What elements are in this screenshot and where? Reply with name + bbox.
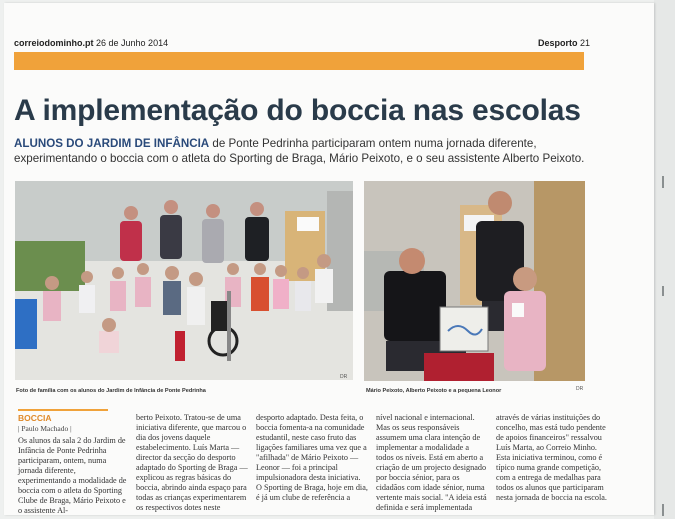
article-column-2: berto Peixoto. Tratou-se de uma iniciativa diferente, que marcou o dia dos jovens daquele estabelecimento. Luís Marta — director da secção do desporto adaptado do Sporting de Braga — explicou as regras básicas do boccia, abrindo ainda espaço para todas as crianças experimentarem os respectivos dotes neste	[136, 413, 248, 512]
site-name: correiodominho.pt	[14, 38, 94, 48]
article-section-label: BOCCIA	[18, 413, 52, 423]
article-byline: | Paulo Machado |	[18, 424, 72, 433]
page-edge-strip	[654, 0, 675, 519]
section-rule	[18, 409, 108, 411]
section-name: Desporto	[538, 38, 578, 48]
photo-credit: DR	[576, 386, 584, 392]
lead-paragraph	[14, 136, 604, 166]
caption-text: Mário Peixoto, Alberto Peixoto e a pequena Leonor	[366, 388, 502, 394]
article-column-5: através de várias instituições do concelho, mas está tudo pendente de apoios financeiros" ressalvou Luís Marta, ao Correio Minho. Esta iniciativa terminou, como é típico numa grande competição, com a entrega de medalhas para todos os alunos que participaram nesta jornada de boccia na escola.	[496, 413, 607, 502]
edge-mark	[662, 176, 664, 188]
header-site	[14, 38, 168, 48]
photo-group-children	[15, 181, 353, 380]
lead-text: de Ponte Pedrinha participaram ontem numa jornada diferente, experimentando o boccia com o atleta do Sporting de Braga, Mário Peixoto, e o seu assistente Alberto Peixoto.	[14, 137, 585, 165]
article-column-4: nível nacional e internacional. Mas os seus responsáveis assumem uma clara intenção de implementar a modalidade a todos os níveis. Está em aberto a criação de um projecto designado por boccia sénior, para os cidadãos com idade sénior, numa vertente mais social. "A ideia está definida e será implementada	[376, 413, 487, 512]
article-column-1: Os alunos da sala 2 do Jardim de Infância de Ponte Pedrinha participaram, ontem, numa jornada diferente, experimentando a modalidade de boccia com o atleta do Sporting Clube de Braga, Mário Peixoto e o assistente Al-	[18, 436, 127, 515]
lead-kicker: ALUNOS DO JARDIM DE INFÂNCIA	[14, 137, 210, 150]
photo-caption	[366, 388, 501, 394]
photo-athletes-leonor	[364, 181, 585, 381]
section-color-bar	[14, 52, 584, 70]
article-column-3: desporto adaptado. Desta feita, o boccia fomenta-a na comunidade estudantil, neste caso fruto das ligações familiares uma vez que a "afilhada" de Mário Peixoto — Leonor — foi a principal impulsionadora desta iniciativa. O Sporting de Braga, hoje em dia, é já um clube de referência a	[256, 413, 368, 502]
header-section	[538, 38, 590, 48]
photo-group-illustration	[15, 181, 353, 380]
photo-caption	[16, 388, 206, 394]
headline: A implementação do boccia nas escolas	[14, 94, 581, 127]
page-number: 21	[580, 38, 591, 48]
issue-date: 26 de Junho 2014	[96, 38, 169, 48]
photo-credit: DR	[340, 374, 348, 380]
edge-mark	[662, 286, 664, 296]
caption-text: Foto de família com os alunos do Jardim de Infância de Ponte Pedrinha	[16, 388, 206, 394]
edge-mark	[662, 504, 664, 516]
photo-athletes-illustration	[364, 181, 585, 381]
